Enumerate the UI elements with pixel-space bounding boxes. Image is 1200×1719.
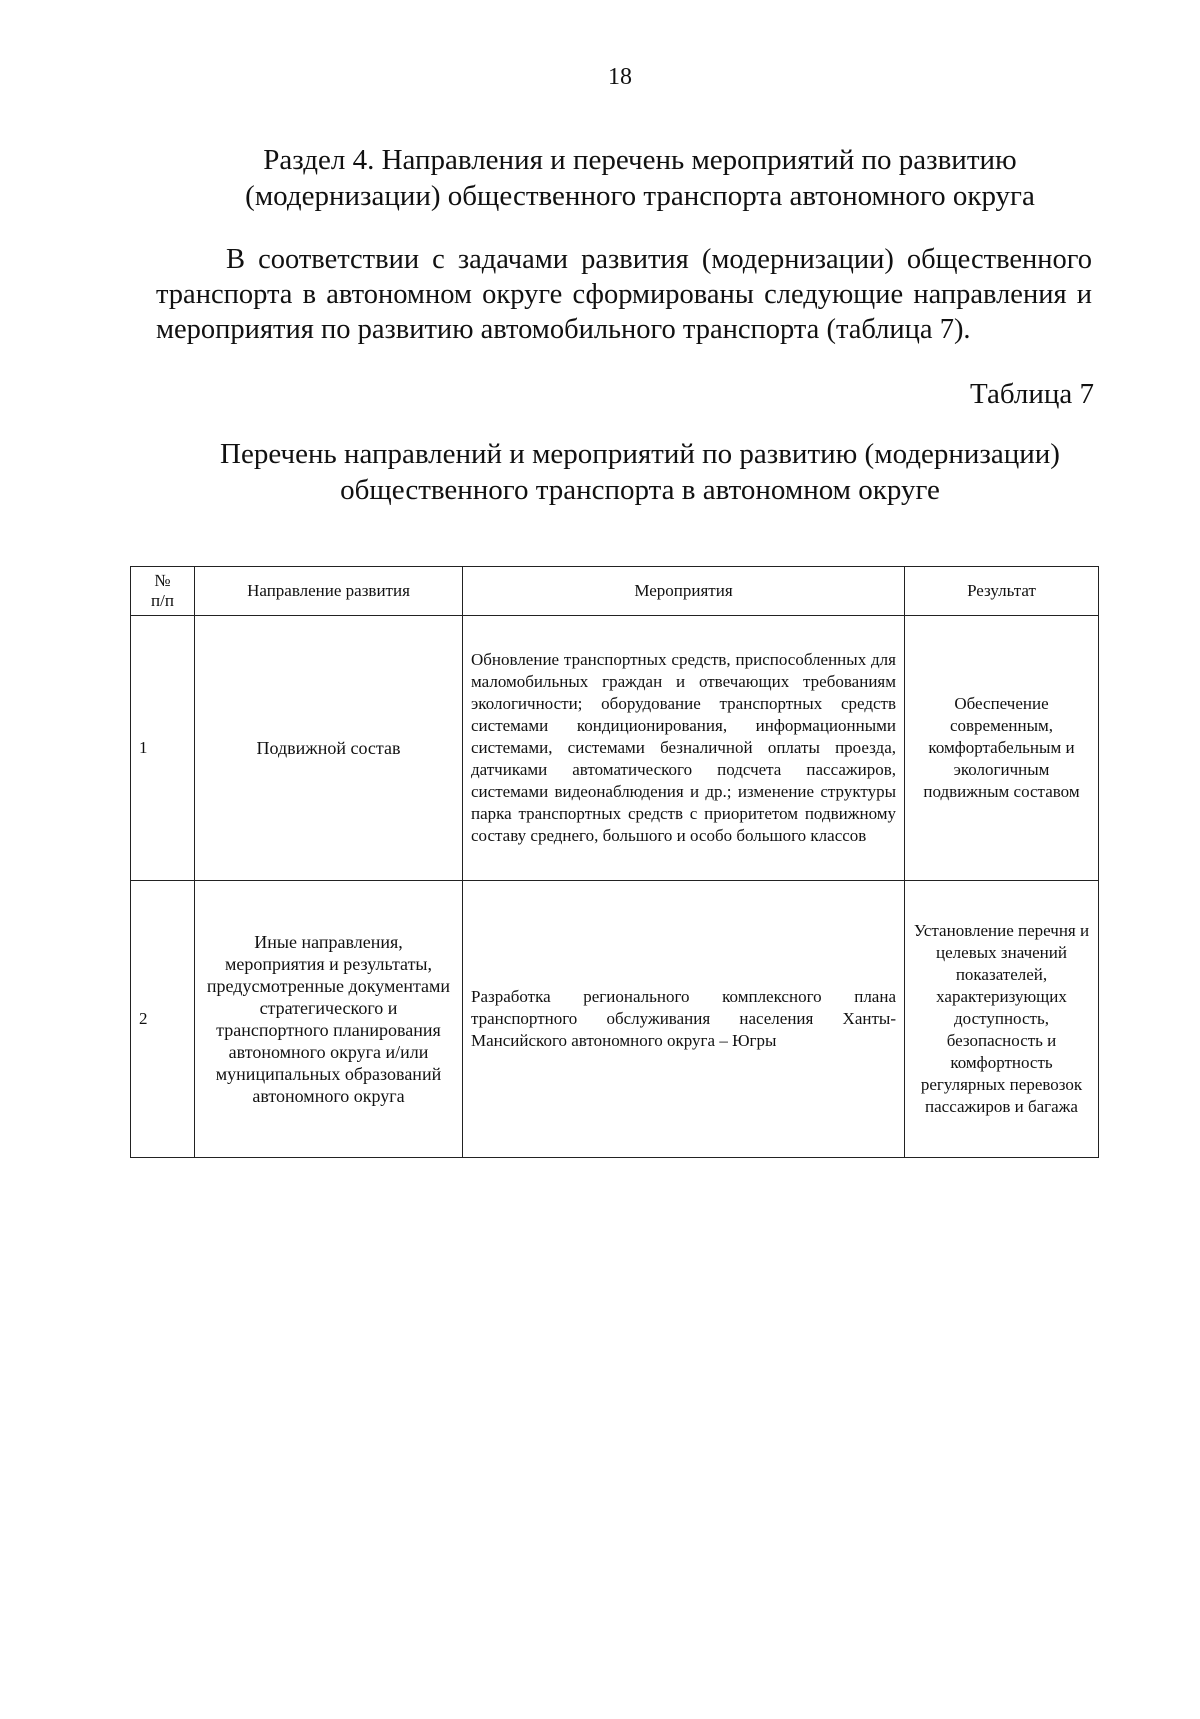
- section-title-line-2: (модернизации) общественного транспорта автономного округа: [245, 180, 1035, 212]
- row-num: 2: [131, 881, 195, 1158]
- row-direction: Иные направления, мероприятия и результаты, предусмотренные документами стратегического и транспортного планирования автономного округа и/или муниципальных образований автономного округа: [195, 881, 463, 1158]
- header-num-symbol: №: [154, 571, 171, 590]
- table-title: [150, 436, 1130, 508]
- header-num-abbr: п/п: [151, 591, 174, 610]
- header-num: [131, 567, 195, 616]
- row-direction: Подвижной состав: [195, 616, 463, 881]
- row-measures: Разработка регионального комплексного плана транспортного обслуживания населения Ханты-Мансийского автономного округа – Югры: [463, 881, 905, 1158]
- intro-paragraph: В соответствии с задачами развития (модернизации) общественного транспорта в автономном округе сформированы следующие направления и мероприятия по развитию автомобильного транспорта (таблица 7).: [156, 244, 1092, 345]
- row-result: Обеспечение современным, комфортабельным и экологичным подвижным составом: [905, 616, 1099, 881]
- table-row: [131, 616, 1099, 881]
- row-num: 1: [131, 616, 195, 881]
- table-row: [131, 881, 1099, 1158]
- row-measures: Обновление транспортных средств, приспособленных для маломобильных граждан и отвечающих требованиям экологичности; оборудование транспортных средств системами кондиционирования, информационными системами, системами безналичной оплаты проезда, датчиками автоматического подсчета пассажиров, системами видеонаблюдения и др.; изменение структуры парка транспортных средств с приоритетом подвижному составу среднего, большого и особо большого классов: [463, 616, 905, 881]
- header-result: Результат: [905, 567, 1099, 616]
- section-title: [150, 142, 1130, 214]
- header-measures: Мероприятия: [463, 567, 905, 616]
- header-direction: Направление развития: [195, 567, 463, 616]
- table-title-line-1: Перечень направлений и мероприятий по развитию (модернизации): [220, 438, 1060, 470]
- table-header-row: [131, 567, 1099, 616]
- row-result: Установление перечня и целевых значений показателей, характеризующих доступность, безопасность и комфортность регулярных перевозок пассажиров и багажа: [905, 881, 1099, 1158]
- table-title-line-2: общественного транспорта в автономном округе: [340, 474, 940, 506]
- page-number: 18: [608, 64, 632, 90]
- table-label: Таблица 7: [969, 378, 1094, 410]
- section-title-line-1: Раздел 4. Направления и перечень мероприятий по развитию: [263, 144, 1017, 176]
- measures-table: [130, 566, 1099, 1158]
